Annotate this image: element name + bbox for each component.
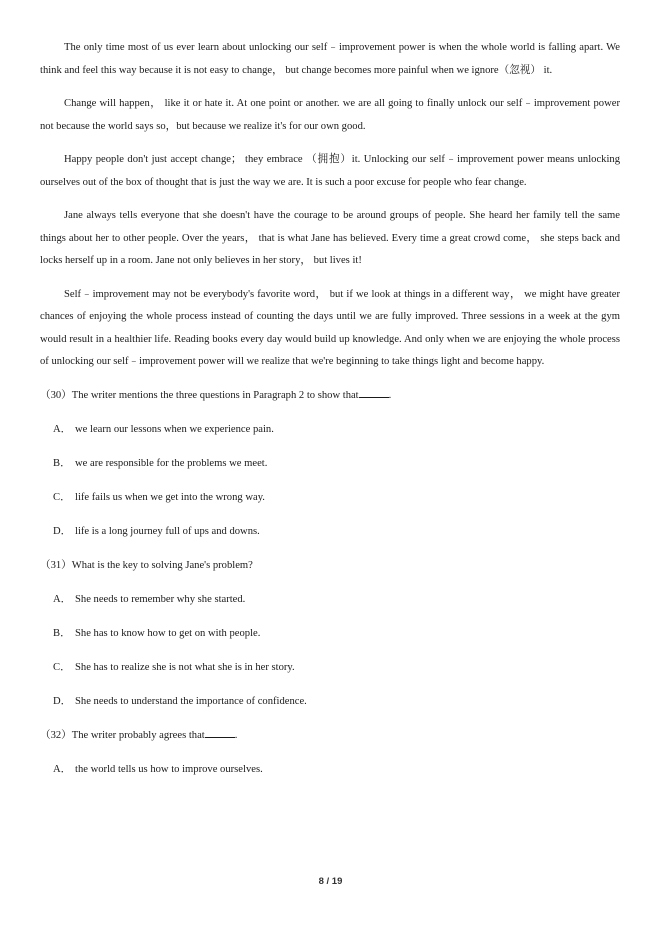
question-32 xyxy=(40,725,620,759)
question-stem: The writer probably agrees that xyxy=(71,729,205,741)
option-letter: C． xyxy=(53,491,71,503)
option-30-d xyxy=(40,521,620,555)
passage-paragraph-4: Jane always tells everyone that she doesn't have the courage to be around groups of people. She heard her family tell the same things about her to other people. Over the years， that is what Jane has believed. Every time a great crowd come， she steps back and locks herself up in a room. Jane not only believes in her story， but lives it! xyxy=(40,210,620,266)
passage-paragraph-5: Self﹣improvement may not be everybody's favorite word， but if we look at things in a different way， we might have greater chances of enjoying the whole process instead of counting the days until we are fully improved. Three sessions in a week at the gym would result in a healthier life. Reading books every day would build up knowledge. And only when we are enjoying the whole process of unlocking our self﹣improvement power will we realize that we're beginning to take things light and become happy. xyxy=(40,288,620,367)
option-31-d xyxy=(40,691,620,725)
question-stem: What is the key to solving Jane's problem? xyxy=(71,559,253,571)
option-text: life fails us when we get into the wrong way. xyxy=(75,491,265,503)
option-letter: B． xyxy=(53,457,71,469)
option-text: we learn our lessons when we experience pain. xyxy=(75,423,274,435)
option-letter: A． xyxy=(53,763,72,775)
passage-paragraph-1: The only time most of us ever learn about unlocking our self﹣improvement power is when the whole world is falling apart. We think and feel this way because it is not easy to change， but change becomes more painful when we ignore（忽视） it. xyxy=(40,42,620,76)
document-page xyxy=(40,37,620,793)
option-letter: D． xyxy=(53,695,72,707)
option-30-c xyxy=(40,487,620,521)
option-31-b xyxy=(40,623,620,657)
passage-paragraph-3: Happy people don't just accept change； they embrace （拥抱）it. Unlocking our self﹣improvement power means unlocking ourselves out of the box of thought that is just the way we are. It is such a poor excuse for people who fear change. xyxy=(40,154,620,188)
option-text: the world tells us how to improve ourselves. xyxy=(75,763,263,775)
question-number: （31） xyxy=(40,559,72,571)
answer-blank xyxy=(359,386,389,398)
option-letter: C． xyxy=(53,661,71,673)
passage-paragraph-2: Change will happen， like it or hate it. At one point or another. we are all going to finally unlock our self﹣improvement power not because the world says so，but because we realize it's for our own good. xyxy=(40,98,620,132)
option-32-a xyxy=(40,759,620,793)
option-text: we are responsible for the problems we meet. xyxy=(75,457,268,469)
question-number: （30） xyxy=(40,389,72,401)
option-text: life is a long journey full of ups and downs. xyxy=(75,525,260,537)
option-31-c xyxy=(40,657,620,691)
option-letter: A． xyxy=(53,593,72,605)
option-30-a xyxy=(40,419,620,453)
question-number: （32） xyxy=(40,729,72,741)
option-letter: B． xyxy=(53,627,71,639)
option-30-b xyxy=(40,453,620,487)
option-text: She has to know how to get on with people. xyxy=(75,627,261,639)
option-text: She has to realize she is not what she is in her story. xyxy=(75,661,295,673)
option-letter: D． xyxy=(53,525,72,537)
question-stem: The writer mentions the three questions in Paragraph 2 to show that xyxy=(71,389,359,401)
question-31 xyxy=(40,555,620,589)
question-end: . xyxy=(388,389,392,401)
option-text: She needs to remember why she started. xyxy=(75,593,246,605)
answer-blank xyxy=(205,726,235,738)
page-number: 8 / 19 xyxy=(318,876,343,887)
question-end: . xyxy=(234,729,238,741)
option-text: She needs to understand the importance of confidence. xyxy=(75,695,307,707)
option-31-a xyxy=(40,589,620,623)
question-30 xyxy=(40,385,620,419)
option-letter: A． xyxy=(53,423,72,435)
